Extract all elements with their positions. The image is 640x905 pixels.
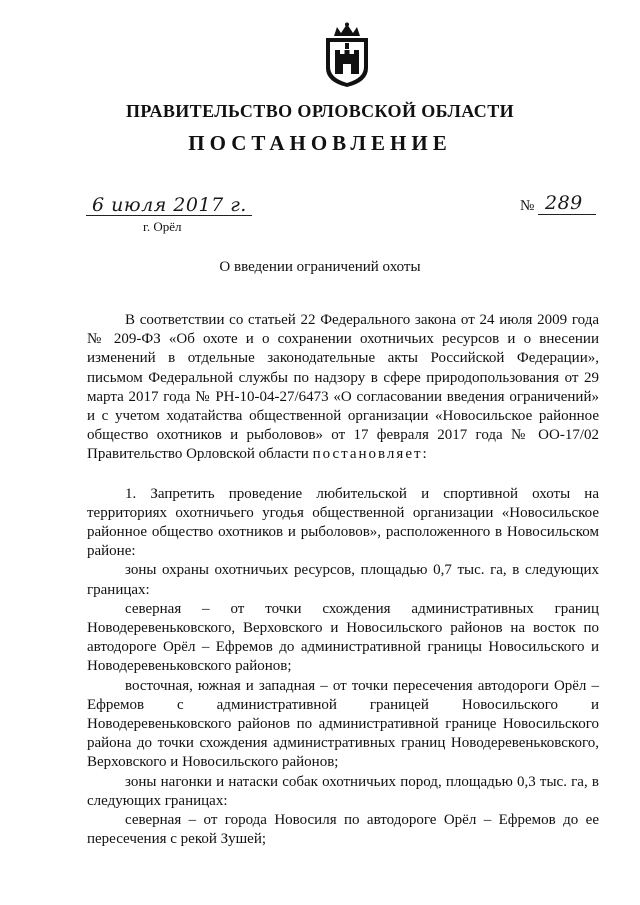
- paragraph-east-south-west-border: восточная, южная и западная – от точки пересечения автодороги Орёл – Ефремов с административной границей Новосильского и Новодеревеньковского районов по административной границе Новосильского района до точки схождения административных границ Новодеревеньковского, Верховского и Новосильского районов;: [87, 677, 599, 771]
- paragraph-item-1: 1. Запретить проведение любительской и спортивной охоты на территориях охотничьего угодья общественной организации «Новосильское районное общество охотников и рыболовов», расположенного в Новосильском районе:: [87, 485, 599, 560]
- preamble-paragraph: [87, 311, 599, 465]
- handwritten-date: 6 июля 2017 г.: [92, 194, 247, 216]
- government-title: ПРАВИТЕЛЬСТВО ОРЛОВСКОЙ ОБЛАСТИ: [125, 101, 515, 121]
- paragraph-north-border-2: северная – от города Новосиля по автодороге Орёл – Ефремов до ее пересечения с рекой Зушей;: [87, 812, 599, 848]
- handwritten-number: 289: [545, 192, 583, 214]
- date-underline: [86, 215, 252, 216]
- paragraph-zone-dog-training: зоны нагонки и натаски собак охотничьих пород, площадью 0,3 тыс. га, в следующих границах:: [87, 773, 599, 809]
- document-body: [87, 311, 599, 849]
- number-label: №: [520, 198, 535, 214]
- preamble-verb: постановляет:: [312, 446, 429, 463]
- paragraph-zone-protection: зоны охраны охотничьих ресурсов, площадью 0,7 тыс. га, в следующих границах:: [87, 562, 599, 598]
- city-label: г. Орёл: [143, 219, 182, 234]
- coat-of-arms-icon: [318, 22, 376, 88]
- number-underline: [538, 214, 596, 215]
- preamble-text: В соответствии со статьей 22 Федерального закона от 24 июля 2009 года № 209-ФЗ «Об охоте и о сохранении охотничьих ресурсов и о внесении изменений в отдельные законодательные акты Российской Федерации», письмом Федеральной службы по надзору в сфере природопользования от 29 марта 2017 года № РН-10-04-27/6473 «О согласовании введения ограничений» и с учетом ходатайства общественной организации «Новосильское районное общество охотников и рыболовов» от 17 февраля 2017 года № ОО-17/02 Правительство Орловской области: [87, 312, 599, 463]
- document-subject: О введении ограничений охоты: [219, 259, 421, 275]
- document-type-title: ПОСТАНОВЛЕНИЕ: [188, 131, 452, 155]
- paragraph-north-border: северная – от точки схождения административных границ Новодеревеньковского, Верховского и Новосильского районов на восток по автодороге Орёл – Ефремов до административной границы Новосильского и Новодеревеньковского районов;: [87, 600, 599, 675]
